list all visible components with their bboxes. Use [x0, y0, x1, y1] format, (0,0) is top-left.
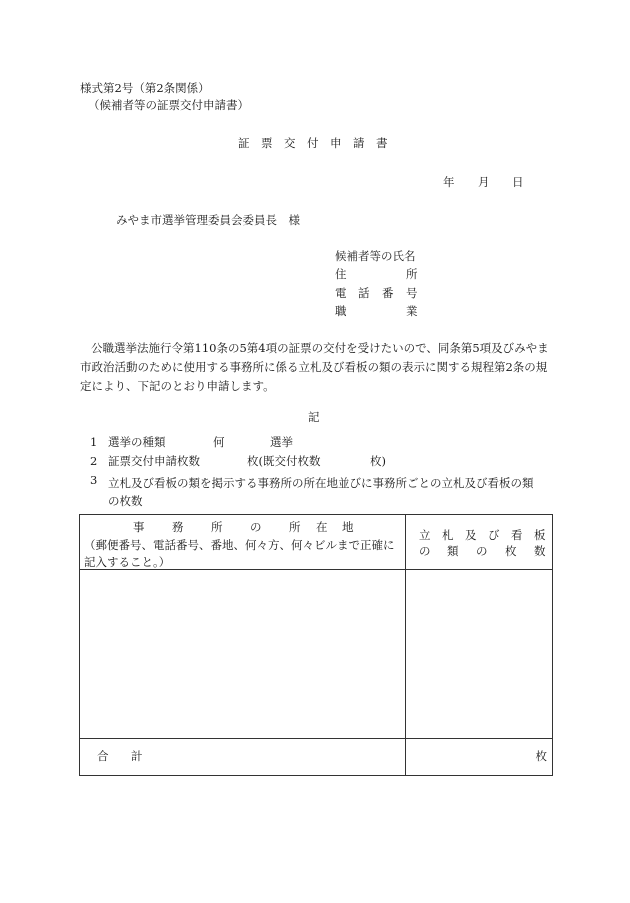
sign-header-l2-1: の: [419, 544, 431, 558]
office-header-ch-2: 務: [172, 520, 184, 534]
office-header-note: （郵便番号、電話番号、番地、何々方、何々ビルまで正確に記入すること。）: [84, 538, 395, 569]
sign-header-l1-5: 看: [511, 528, 523, 542]
item-2-value1: 枚(既交付枚数: [247, 454, 321, 468]
total-value-cell[interactable]: [406, 739, 553, 776]
sign-header-l1-3: 及: [465, 528, 477, 542]
item-2-number: 2: [90, 454, 98, 468]
office-header-ch-6: 在: [316, 520, 328, 534]
total-label-cell: [80, 739, 406, 776]
item-3-number: 3: [90, 473, 98, 487]
date-year: 年: [443, 175, 455, 189]
item-1-value2: 選挙: [270, 435, 293, 449]
item-1-value1: 何: [213, 435, 225, 449]
office-header-ch-4: の: [250, 520, 262, 534]
office-address-input[interactable]: [80, 570, 406, 739]
addressee: みやま市選挙管理委員会委員長 様: [116, 213, 300, 227]
sign-header-l2-2: 類: [447, 544, 459, 558]
sign-header-l1-6: 板: [534, 528, 546, 542]
applicant-occupation-label-2: 業: [406, 304, 418, 318]
applicant-address-label-2: 所: [406, 267, 418, 281]
total-label-1: 合: [97, 749, 109, 763]
sign-header-l2-3: の: [476, 544, 488, 558]
applicant-phone-label-2: 話: [358, 286, 370, 300]
item-2-value2: 枚): [370, 454, 386, 468]
date-day: 日: [512, 175, 524, 189]
item-3-label-text: 立札及び看板の類を掲示する事務所の所在地並びに事務所ごとの立札及び看板の類の枚数: [108, 476, 534, 508]
applicant-occupation-label-1: 職: [335, 304, 347, 318]
office-address-header: [80, 515, 406, 570]
item-3-label: [97, 474, 541, 510]
sign-count-input[interactable]: [406, 570, 553, 739]
office-header-ch-3: 所: [211, 520, 223, 534]
date-month: 月: [478, 175, 490, 189]
sign-header-l1-4: び: [488, 528, 500, 542]
office-header-ch-5: 所: [289, 520, 301, 534]
applicant-phone-label-1: 電: [335, 286, 347, 300]
body-paragraph: 公職選挙法施行令第110条の5第4項の証票の交付を受けたいので、同条第5項及びみやま市政治活動のために使用する事務所に係る立札及び看板の類の表示に関する規程第2条の規定により、下記のとおり申請します。: [80, 341, 549, 393]
sign-header-l2-5: 数: [534, 544, 546, 558]
applicant-name-label: 候補者等の氏名: [335, 249, 416, 263]
form-number: 様式第2号（第2条関係）: [80, 81, 210, 95]
ki-heading: 記: [308, 410, 320, 424]
office-header-ch-1: 事: [133, 520, 145, 534]
form-subtitle: （候補者等の証票交付申請書）: [88, 98, 249, 112]
sign-count-header: [406, 515, 553, 570]
office-header-ch-7: 地: [342, 520, 354, 534]
item-2-label: 証票交付申請枚数: [108, 454, 200, 468]
total-unit: 枚: [535, 749, 547, 763]
office-table: [79, 514, 553, 776]
applicant-phone-label-3: 番: [382, 286, 394, 300]
total-label-2: 計: [131, 749, 143, 763]
item-1-label: 選挙の種類: [108, 435, 166, 449]
applicant-address-label-1: 住: [335, 267, 347, 281]
sign-header-l1-1: 立: [419, 528, 431, 542]
applicant-phone-label-4: 号: [406, 286, 418, 300]
page-title: 証 票 交 付 申 請 書: [238, 136, 388, 150]
sign-header-l1-2: 札: [442, 528, 454, 542]
sign-header-l2-4: 枚: [505, 544, 517, 558]
item-1-number: 1: [90, 435, 98, 449]
